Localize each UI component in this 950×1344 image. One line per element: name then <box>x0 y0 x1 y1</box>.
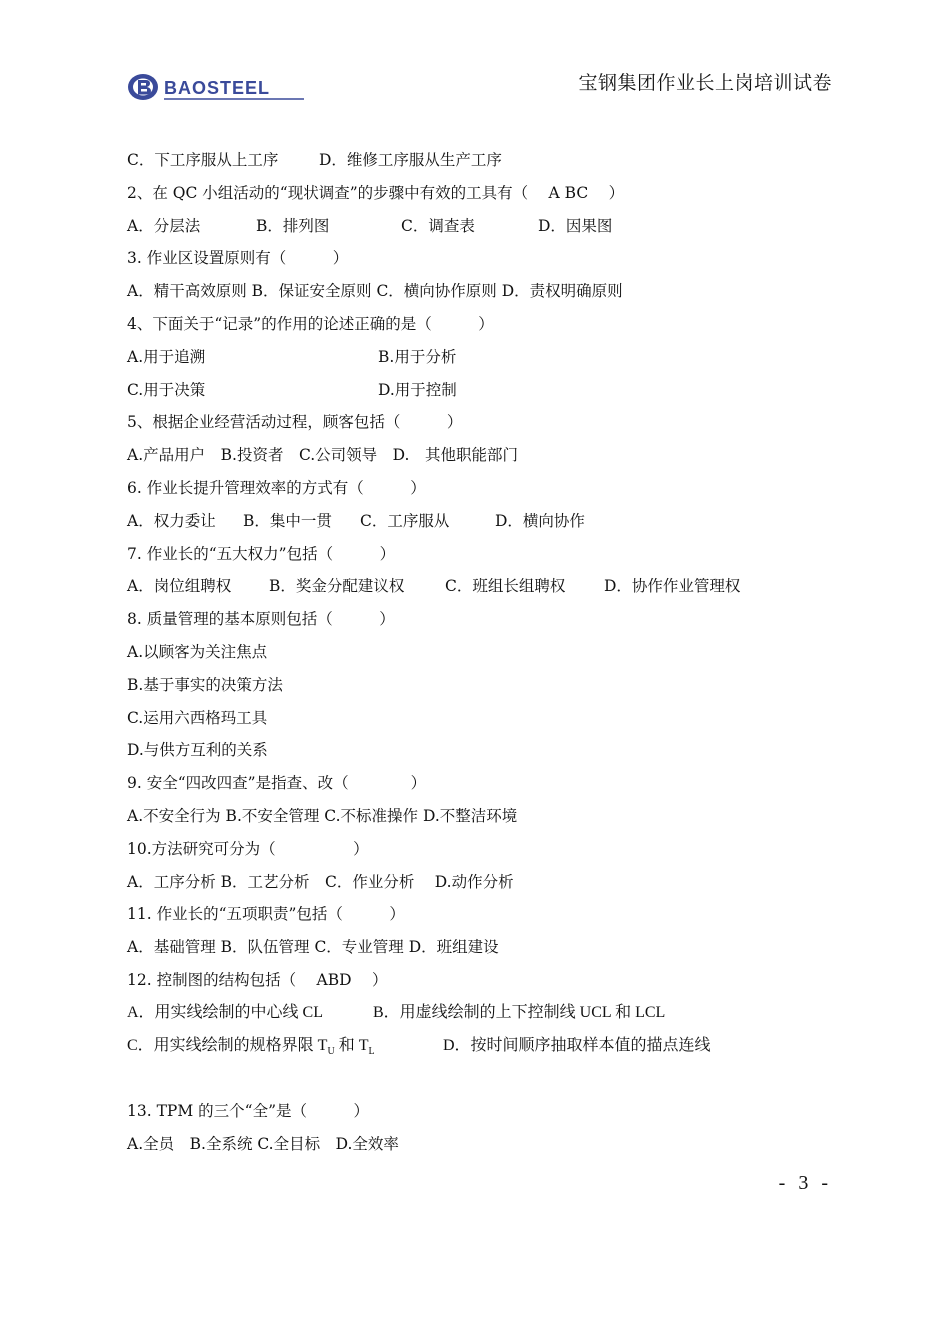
option-c: C．班组长组聘权 <box>445 577 566 596</box>
question-2 <box>127 177 847 210</box>
option-line <box>127 210 847 243</box>
option-b: B．排列图 <box>256 216 330 235</box>
option-c: C．下工序服从上工序 <box>127 151 279 169</box>
option-line <box>127 636 847 669</box>
option-line <box>127 275 847 308</box>
subscript-l: L <box>368 1045 375 1057</box>
question-9 <box>127 767 847 800</box>
option-d: D．横向协作 <box>495 511 585 530</box>
question-5 <box>127 406 847 439</box>
question-4 <box>127 308 847 341</box>
page-header <box>0 0 950 110</box>
option-line <box>127 374 847 407</box>
option-b: B．用虚线绘制的上下控制线 UCL 和 LCL <box>373 1003 666 1021</box>
option-d: D．协作作业管理权 <box>604 577 741 596</box>
options-text: A.全员 B.全系统 C.全目标 D.全效率 <box>127 1135 399 1154</box>
subscript-u: U <box>327 1045 335 1057</box>
question-text: 9. 安全“四改四查”是指查、改（ ） <box>127 774 427 793</box>
option-line <box>127 144 847 177</box>
option-line <box>127 1128 847 1161</box>
question-7 <box>127 538 847 571</box>
option-line <box>127 866 847 899</box>
option-d: D.用于控制 <box>378 380 457 399</box>
option-c: C.用于决策 <box>127 380 206 399</box>
question-6 <box>127 472 847 505</box>
option-d: D．因果图 <box>538 216 613 235</box>
option-d: D.与供方互利的关系 <box>127 741 268 760</box>
option-line <box>127 439 847 472</box>
option-c-text: C．用实线绘制的规格界限 T <box>127 1036 328 1054</box>
options-text: A．精干高效原则 B．保证安全原则 C．横向协作原则 D．责权明确原则 <box>127 282 623 301</box>
option-a: A.以顾客为关注焦点 <box>127 642 268 661</box>
option-d: D．按时间顺序抽取样本值的描点连线 <box>443 1036 711 1054</box>
option-line <box>127 997 847 1030</box>
question-text: 12. 控制图的结构包括（ ABD ） <box>127 970 388 989</box>
option-line <box>127 570 847 603</box>
option-b: B．集中一贯 <box>243 511 332 530</box>
question-list <box>127 144 847 1161</box>
option-b: B.用于分析 <box>378 347 457 366</box>
options-text: A．基础管理 B．队伍管理 C．专业管理 D．班组建设 <box>127 938 499 957</box>
option-c: C．工序服从 <box>360 511 450 530</box>
option-c-text: 和 T <box>334 1036 369 1054</box>
question-text: 13. TPM 的三个“全”是（ ） <box>127 1102 369 1121</box>
question-11 <box>127 898 847 931</box>
option-a: A．权力委让 <box>127 511 216 530</box>
question-text: 7. 作业长的“五大权力”包括（ ） <box>127 544 396 563</box>
question-text: 3. 作业区设置原则有（ ） <box>127 249 349 268</box>
option-line <box>127 1030 847 1063</box>
question-text: 11. 作业长的“五项职责”包括（ ） <box>127 905 405 924</box>
option-c <box>127 1030 375 1063</box>
options-text: A.不安全行为 B.不安全管理 C.不标准操作 D.不整洁环境 <box>127 806 518 825</box>
option-d: D．维修工序服从生产工序 <box>319 151 502 169</box>
options-text: A.产品用户 B.投资者 C.公司领导 D. 其他职能部门 <box>127 446 518 465</box>
option-b: B．奖金分配建议权 <box>269 577 405 596</box>
option-c: C.运用六西格玛工具 <box>127 708 268 727</box>
question-text: 10.方法研究可分为（ ） <box>127 839 369 858</box>
option-c: C．调查表 <box>401 216 475 235</box>
option-a: A．用实线绘制的中心线 CL <box>127 1003 324 1021</box>
question-text: 8. 质量管理的基本原则包括（ ） <box>127 610 395 629</box>
question-text: 2、在 QC 小组活动的“现状调查”的步骤中有效的工具有（ A BC ） <box>127 183 625 202</box>
option-line <box>127 669 847 702</box>
option-line <box>127 505 847 538</box>
option-line <box>127 800 847 833</box>
page-number: - 3 - <box>778 1172 832 1194</box>
question-text: 4、下面关于“记录”的作用的论述正确的是（ ） <box>127 314 494 333</box>
question-12 <box>127 964 847 997</box>
question-3 <box>127 242 847 275</box>
option-a: A．分层法 <box>127 216 201 235</box>
option-a: A．岗位组聘权 <box>127 577 232 596</box>
option-b: B.基于事实的决策方法 <box>127 675 283 694</box>
question-8 <box>127 603 847 636</box>
option-line <box>127 702 847 735</box>
option-a: A.用于追溯 <box>127 347 206 366</box>
option-line <box>127 341 847 374</box>
baosteel-logo <box>126 72 306 102</box>
option-line <box>127 734 847 767</box>
logo-wordmark: BAOSTEEL <box>164 78 271 98</box>
question-10 <box>127 833 847 866</box>
question-text: 6. 作业长提升管理效率的方式有（ ） <box>127 478 426 497</box>
question-13 <box>127 1095 847 1128</box>
exam-title: 宝钢集团作业长上岗培训试卷 <box>578 72 832 94</box>
option-line <box>127 931 847 964</box>
options-text: A．工序分析 B．工艺分析 C．作业分析 D.动作分析 <box>127 872 514 891</box>
question-text: 5、根据企业经营活动过程，顾客包括（ ） <box>127 413 463 432</box>
